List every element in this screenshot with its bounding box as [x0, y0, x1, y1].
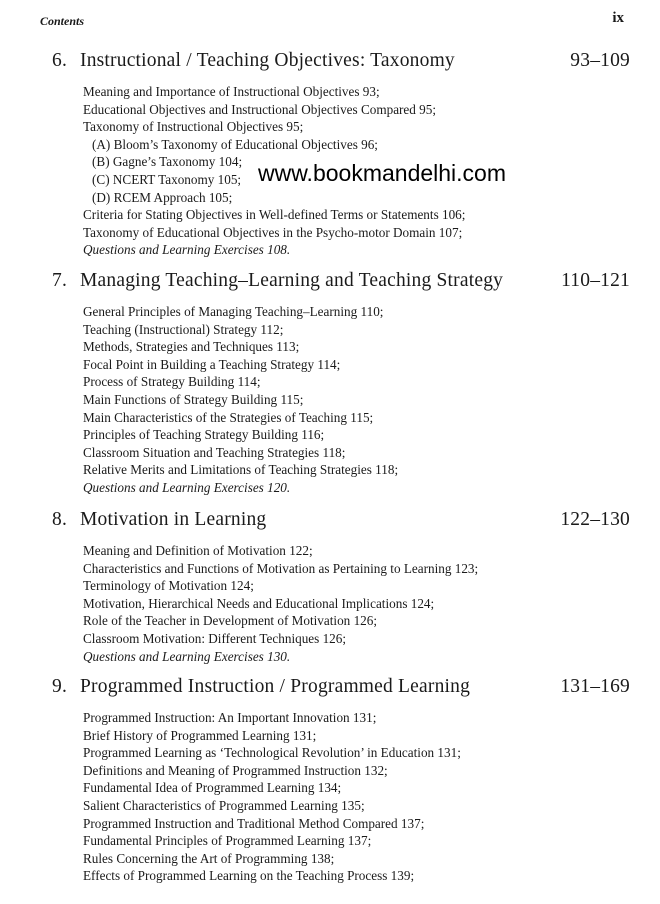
chapter-pages: 93–109	[570, 50, 630, 71]
chapter-9	[52, 676, 630, 885]
chapter-number: 7.	[52, 270, 68, 291]
toc-entry: Criteria for Stating Objectives in Well-defined Terms or Statements 106;	[83, 207, 466, 223]
chapter-heading	[52, 676, 630, 704]
toc-entry: Programmed Learning as ‘Technological Revolution’ in Education 131;	[83, 745, 461, 761]
toc-entry: Teaching (Instructional) Strategy 112;	[83, 321, 284, 337]
chapter-heading	[52, 50, 630, 78]
chapter-6	[52, 50, 630, 259]
toc-entry-exercises: Questions and Learning Exercises 120.	[83, 479, 291, 495]
toc-entry: Programmed Instruction and Traditional Method Compared 137;	[83, 815, 425, 831]
entry-list	[83, 709, 630, 885]
toc-entry: Meaning and Importance of Instructional Objectives 93;	[83, 84, 380, 99]
toc-entry: Fundamental Idea of Programmed Learning 134;	[83, 780, 342, 796]
chapter-title: Motivation in Learning	[80, 509, 267, 530]
toc-entry: Fundamental Principles of Programmed Learning 137;	[83, 833, 372, 849]
toc-entry: Main Characteristics of the Strategies of Teaching 115;	[83, 409, 374, 425]
entry-list	[83, 303, 630, 497]
watermark-url: www.bookmandelhi.com	[258, 160, 507, 186]
chapter-title: Managing Teaching–Learning and Teaching Strategy	[80, 270, 504, 291]
toc-subentry: (C) NCERT Taxonomy 105;	[92, 171, 242, 187]
toc-entry: Classroom Situation and Teaching Strategies 118;	[83, 444, 346, 460]
toc-entry: Process of Strategy Building 114;	[83, 374, 261, 390]
entry-list	[83, 542, 630, 665]
toc-entry: Educational Objectives and Instructional Objectives Compared 95;	[83, 101, 437, 117]
chapter-title: Instructional / Teaching Objectives: Taxonomy	[80, 50, 455, 71]
toc-entry-exercises: Questions and Learning Exercises 108.	[83, 242, 291, 258]
chapter-heading	[52, 509, 630, 537]
toc-entry: Main Functions of Strategy Building 115;	[83, 391, 304, 407]
toc-entry: Methods, Strategies and Techniques 113;	[83, 339, 300, 355]
chapter-title: Programmed Instruction / Programmed Learning	[80, 676, 471, 697]
toc-subentry: (B) Gagne’s Taxonomy 104;	[92, 154, 243, 170]
chapter-8	[52, 509, 630, 665]
chapter-number: 6.	[52, 50, 68, 71]
toc-entry: Meaning and Definition of Motivation 122;	[83, 543, 313, 558]
toc-entry: Motivation, Hierarchical Needs and Educational Implications 124;	[83, 595, 435, 611]
toc-entry: Relative Merits and Limitations of Teaching Strategies 118;	[83, 462, 399, 478]
toc-subentry: (D) RCEM Approach 105;	[92, 189, 233, 205]
toc-entry: Principles of Teaching Strategy Building 116;	[83, 427, 325, 443]
toc-entry: Characteristics and Functions of Motivation as Pertaining to Learning 123;	[83, 560, 479, 576]
toc-entry: Definitions and Meaning of Programmed Instruction 132;	[83, 762, 388, 778]
running-header-left: Contents	[40, 14, 85, 28]
toc-entry: Terminology of Motivation 124;	[83, 578, 254, 594]
chapter-pages: 131–169	[560, 676, 630, 697]
chapter-number: 8.	[52, 509, 68, 530]
toc-entry: Brief History of Programmed Learning 131;	[83, 727, 317, 743]
toc-entry: General Principles of Managing Teaching–Learning 110;	[83, 304, 384, 319]
chapter-heading	[52, 270, 630, 298]
toc-subentry: (A) Bloom’s Taxonomy of Educational Objectives 96;	[92, 136, 378, 152]
page-number: ix	[612, 10, 624, 26]
toc-entry: Rules Concerning the Art of Programming 138;	[83, 850, 335, 866]
toc-entry: Taxonomy of Educational Objectives in the Psycho-motor Domain 107;	[83, 224, 463, 240]
chapter-number: 9.	[52, 676, 68, 697]
toc-entry: Role of the Teacher in Development of Motivation 126;	[83, 613, 378, 629]
toc-entry: Focal Point in Building a Teaching Strategy 114;	[83, 356, 341, 372]
toc-entry: Effects of Programmed Learning on the Teaching Process 139;	[83, 868, 415, 884]
chapter-pages: 110–121	[561, 270, 630, 291]
toc-entry: Taxonomy of Instructional Objectives 95;	[83, 119, 304, 135]
toc-entry: Classroom Motivation: Different Techniques 126;	[83, 630, 347, 646]
chapter-7	[52, 270, 630, 497]
chapter-pages: 122–130	[560, 509, 630, 530]
toc-entry: Salient Characteristics of Programmed Learning 135;	[83, 797, 365, 813]
toc-entry-exercises: Questions and Learning Exercises 130.	[83, 648, 291, 664]
toc-entry: Programmed Instruction: An Important Innovation 131;	[83, 710, 377, 725]
